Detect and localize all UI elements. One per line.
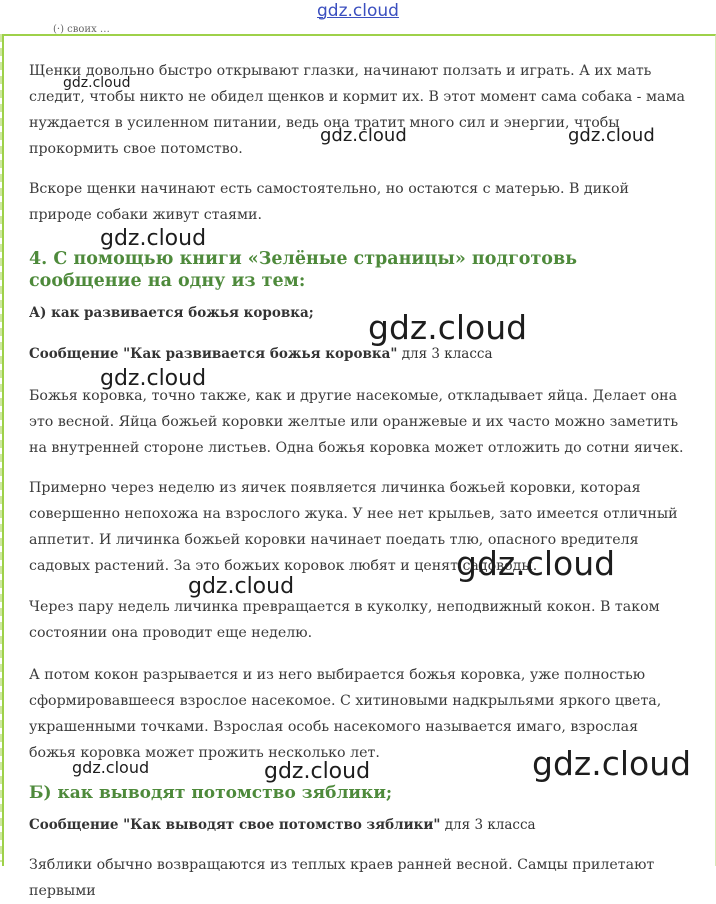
watermark: gdz.cloud (568, 125, 655, 146)
paragraph-ladybug-1: Божья коровка, точно также, как и другие насекомые, откладывает яйца. Делает она это весной. Яйца божьей коровки желтые или оранжевые и их часто можно заметить на внутренней стороне листьев. Одна божья коровка может отложить до сотни яичек. (29, 388, 684, 456)
paragraph-puppies-2: Вскоре щенки начинают есть самостоятельно, но остаются с матерью. В дикой природе собаки живут стаями. (29, 181, 629, 223)
message-b-title-bold: Сообщение "Как выводят свое потомство зяблики" (29, 817, 441, 833)
message-a-title-suffix: для 3 класса (397, 346, 493, 362)
paragraph-ladybug-3: Через пару недель личинка превращается в куколку, неподвижный кокон. В таком состоянии она проводит еще неделю. (29, 599, 660, 641)
message-a-title-bold: Сообщение "Как развивается божья коровка" (29, 346, 398, 362)
site-logo-link[interactable]: gdz.cloud (317, 1, 399, 21)
watermark: gdz.cloud (264, 759, 371, 784)
message-b-title (29, 815, 689, 835)
paragraph-finch-cut: Зяблики обычно возвращаются из теплых краев ранней весной. Самцы прилетают первыми (29, 857, 655, 899)
watermark: gdz.cloud (368, 308, 528, 347)
paragraph-ladybug-4: А потом кокон разрывается и из него выбирается божья коровка, уже полностью сформировавшееся взрослое насекомое. С хитиновыми надкрыльями яркого цвета, украшенными точками. Взрослая особь насекомого называется имаго, взрослая божья коровка может прожить несколько лет. (29, 667, 662, 761)
task-heading: 4. С помощью книги «Зелёные страницы» подготовь сообщение на одну из тем: (29, 249, 578, 291)
watermark: gdz.cloud (72, 758, 150, 777)
watermark: gdz.cloud (532, 744, 692, 783)
watermark: gdz.cloud (63, 75, 131, 91)
topic-a-label: А) как развивается божья коровка; (29, 305, 314, 321)
watermark: gdz.cloud (188, 574, 295, 599)
message-b-title-suffix: для 3 класса (440, 817, 536, 833)
topic-b-label: Б) как выводят потомство зяблики; (29, 783, 393, 803)
watermark: gdz.cloud (320, 125, 407, 146)
paragraph-puppies-1: Щенки довольно быстро открывают глазки, начинают ползать и играть. А их мать следит, чтобы никто не обидел щенков и кормит их. В этот момент сама собака - мама нуждается в усиленном питании, ведь она тратит много сил и энергии, чтобы прокормить свое потомство. (29, 63, 685, 157)
watermark: gdz.cloud (100, 226, 207, 251)
paragraph-ladybug-2: Примерно через неделю из яичек появляется личинка божьей коровки, которая совершенно непохожа на взрослого жука. У нее нет крыльев, зато имеется отличный аппетит. И личинка божьей коровки начинает поедать тлю, опасного вредителя садовых растений. За это божьих коровок любят и ценят садоводы. (29, 480, 678, 574)
message-a-title (29, 344, 689, 364)
watermark: gdz.cloud (456, 544, 616, 583)
cut-off-text-line: (·) своих … (53, 24, 110, 35)
watermark: gdz.cloud (100, 366, 207, 391)
